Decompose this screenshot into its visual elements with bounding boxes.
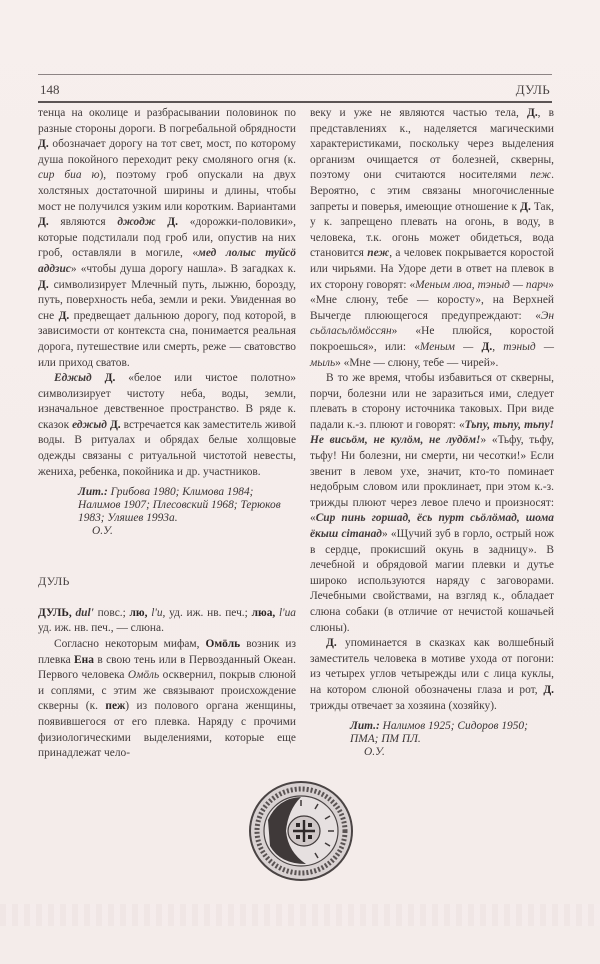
abbrev: Д. bbox=[38, 216, 49, 229]
abbrev: Д. bbox=[543, 683, 554, 696]
komi-term: пеж bbox=[530, 169, 552, 182]
abbrev: Д. bbox=[91, 372, 116, 385]
text: «белое или чистое полотно» символизирует чистоту неба, воды, земли, изначальное девственное пространство. В ряде к. сказок bbox=[38, 372, 296, 431]
page-number: 148 bbox=[40, 82, 60, 97]
komi-term: еджыд bbox=[72, 418, 107, 431]
text: » «Мне слюну, тебе — коросту», на Верхней Вычегде плюющегося предупреждают: « bbox=[310, 278, 554, 322]
komi-phrase: Эн сьöласьлöмöссян bbox=[310, 309, 554, 338]
transcription: l'u, bbox=[147, 606, 166, 619]
komi-term: сир биа ю bbox=[38, 169, 100, 182]
text: , а человек покрывается коростой или чирьями. На Удоре дети в ответ на плевок в их сторону говорят: « bbox=[310, 247, 554, 291]
text: ) из полового органа женщины, появившегося от его плевка. Наряду с прочими физиологическими выделениями, которые еще принадлежат чело- bbox=[38, 700, 296, 760]
name: Ена bbox=[74, 653, 94, 666]
paragraph bbox=[38, 106, 296, 371]
running-title: ДУЛЬ bbox=[515, 82, 550, 97]
decorative-border-band bbox=[0, 904, 600, 926]
running-head bbox=[38, 82, 552, 100]
text: тенца на околице и разбрасывании половинок по разные стороны дороги. В погребальной обрядности bbox=[38, 107, 296, 135]
section-heading: ДУЛЬ bbox=[38, 574, 70, 589]
text: , в представлениях к., наделяется магическими характеристиками, поскольку через выделения организм очищается от болезней, скверны, поэтому они считаются носителями bbox=[310, 107, 554, 182]
komi-phrase: Меным — bbox=[419, 340, 482, 353]
entry-headword bbox=[38, 606, 296, 637]
transcription: dul' bbox=[71, 606, 94, 619]
right-column bbox=[310, 106, 554, 759]
komi-phrase: , тэныд — мыль bbox=[310, 340, 555, 369]
name: Омöль bbox=[205, 638, 241, 651]
cross-reference: пеж bbox=[105, 700, 126, 713]
definition: уд. иж. нв. печ., — слюна. bbox=[38, 622, 164, 635]
text: » «Щучий зуб в горло, острый нож в сердце, прокисший окунь в задницу». В лечебной и обрядовой магии плевки и дутье широко используются наряду с заговорами. Лечебными свойствами, на взгляд к., обладает слюна собаки (в отличие от нечистой кошачьей слюны). bbox=[310, 528, 554, 634]
text: » «чтобы душа дорогу нашла». В загадках к. bbox=[70, 262, 296, 275]
dialect-note: уд. иж. нв. печ.; bbox=[165, 606, 252, 619]
header-rule bbox=[38, 101, 552, 103]
left-column bbox=[38, 106, 296, 762]
variant: лю, bbox=[129, 606, 148, 619]
author-initials: О.У. bbox=[364, 746, 385, 759]
text: » «Мне — слюну, тебе — чирей». bbox=[335, 356, 499, 369]
author-initials: О.У. bbox=[92, 525, 113, 538]
text: в свою тень или в Первозданный Океан. Первого человека bbox=[38, 653, 296, 682]
paragraph bbox=[38, 637, 296, 762]
text: ), поэтому гроб опускали на двух холстяных достаточной ширины и длины, чтобы мост не получился узким или коротким. Вариантами bbox=[38, 169, 296, 213]
paragraph bbox=[310, 636, 554, 714]
literature-list: Грибова 1980; Климова 1984; Налимов 1907; Плесовский 1968; Терюков 1983; Уляшев 1993а. bbox=[78, 486, 281, 525]
text: встречается как заместитель живой воды. В ритуалах и обрядах белые холщовые одежды связаны с ритуальной чистотой невесты, жениха, ребенка, покойника и др. участников. bbox=[38, 418, 296, 478]
komi-phrase: Меным люа, тэныд — парч bbox=[415, 278, 549, 291]
komi-term: пеж bbox=[367, 247, 390, 260]
text: » «Тьфу, тьфу, тьфу! Ни болезни, ни смерти, ни чесотки!» Если звенит в левом ухе, значит, кто-то поминает недобрым словом или проклинает, при этом к.-з. трижды плюют через левое плечо и произносят: « bbox=[310, 434, 554, 525]
text: символизирует Млечный путь, лыжню, борозду, путь, поверхность неба, земли и реки. Увиденная во сне bbox=[38, 278, 296, 322]
paragraph bbox=[310, 371, 554, 636]
literature-references bbox=[78, 486, 296, 525]
komi-term: Еджыд bbox=[54, 372, 92, 385]
text: являются bbox=[48, 216, 118, 229]
text: осквернил, покрыв слюной и соплями, с этим же связывают происхождение скверны (к. bbox=[38, 669, 296, 713]
text: Так, у к. запрещено плевать на огонь, в воду, в человека, т.к. огонь может обидеться, вода становится bbox=[310, 200, 554, 260]
literature-label: Лит.: bbox=[350, 720, 380, 733]
text: трижды отвечает за хозяина (хозяйку). bbox=[310, 699, 497, 712]
text: Согласно некоторым мифам, bbox=[54, 638, 206, 651]
text: «дорожки-половики», которые подстилали под гроб или, опустив на них гроб, оставляли в могиле, « bbox=[38, 216, 296, 260]
transcription: l'ua bbox=[275, 606, 296, 619]
komi-phrase: Сир пинь горшад, ёсь пурт сьöлöмад, шома ёкыш сiтанад bbox=[310, 512, 554, 541]
text: предвещает дальнюю дорогу, под которой, в зависимости от контекста сна, понимается реальная дорога, путешествие или смерть, реже — сватовство или приход сватов. bbox=[38, 309, 296, 369]
abbrev: Д. bbox=[38, 278, 49, 291]
top-rule bbox=[38, 74, 552, 75]
paragraph bbox=[310, 106, 554, 371]
literature-list: Налимов 1925; Сидоров 1950; ПМА; ПМ ПЛ. bbox=[350, 720, 528, 746]
paragraph bbox=[38, 371, 296, 480]
komi-term: джодж bbox=[117, 216, 156, 229]
headword: ДУЛЬ, bbox=[38, 606, 72, 619]
text: В то же время, чтобы избавиться от скверны, порчи, болезни или не заразиться ими, следует плевать в сторону источника таковых. При виде падали к.-з. плюют и говорят: « bbox=[310, 372, 554, 431]
text: упоминается в сказках как волшебный заместитель человека в мотиве ухода от погони: из четырех углов четырежды или с лица куклы, на котором слюной обозначены глаза и рот, bbox=[310, 637, 554, 696]
variant: люа, bbox=[251, 606, 276, 619]
text: возник из плевка bbox=[38, 638, 296, 666]
ornament-emblem-icon bbox=[248, 780, 354, 882]
abbrev: Д. bbox=[155, 216, 178, 229]
text: обозначает дорогу на тот свет, мост, по которому душа покойного переходит реку смоляного огня (к. bbox=[38, 138, 296, 166]
abbrev: Д. bbox=[526, 107, 538, 119]
text: » «Не плюйся, коростой покроешься», или: « bbox=[310, 325, 554, 353]
abbrev: Д. bbox=[326, 637, 337, 650]
dialect-note: повс.; bbox=[93, 606, 130, 619]
name: Омöль bbox=[127, 669, 160, 682]
text: веку и уже не являются частью тела, bbox=[310, 107, 527, 119]
abbrev: Д. bbox=[106, 418, 121, 431]
abbrev: Д. bbox=[38, 138, 49, 151]
text: . Вероятно, с этим связаны многочисленные запреты и поверья, имеющие отношение к bbox=[310, 169, 554, 213]
literature-references bbox=[350, 720, 554, 746]
literature-label: Лит.: bbox=[78, 486, 108, 499]
abbrev: Д. bbox=[58, 309, 70, 322]
abbrev: Д. bbox=[481, 340, 493, 353]
abbrev: Д. bbox=[520, 200, 531, 213]
komi-phrase: Тьпу, тьпу, тьпу! Не висьöм, не кулöм, не лудöм! bbox=[310, 418, 554, 447]
komi-phrase: мед лолыс туйсö аддзис bbox=[38, 247, 296, 275]
